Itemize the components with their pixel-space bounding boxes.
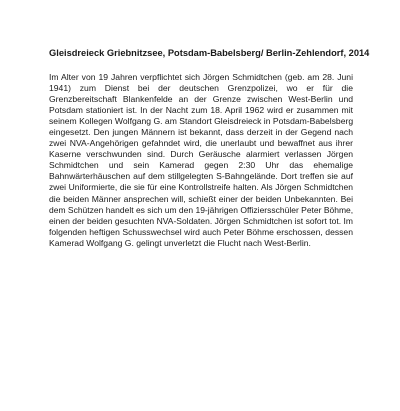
body-line: zwei Uniformierte, die sie für eine Kontrollstreife halten. Als Jörgen Schmidtchen bbox=[49, 182, 353, 193]
body-line: 1941) zum Dienst bei der deutschen Grenzpolizei, wo er für die bbox=[49, 83, 353, 94]
body-line: eingesetzt. Den jungen Männern ist bekannt, dass derzeit in der Gegend nach bbox=[49, 127, 353, 138]
body-line: Kaserne verschwunden sind. Durch Geräusche alarmiert verlassen Jörgen bbox=[49, 149, 353, 160]
body-line: die beiden Männer ansprechen will, schießt einer der beiden Unbekannten. Bei bbox=[49, 193, 353, 204]
body-line: folgenden heftigen Schusswechsel wird auch Peter Böhme erschossen, dessen bbox=[49, 226, 353, 237]
body-line: Schmidtchen und sein Kamerad gegen 2:30 Uhr das ehemalige bbox=[49, 160, 353, 171]
body-line: Potsdam stationiert ist. In der Nacht zum 18. April 1962 wird er zusammen mit bbox=[49, 105, 353, 116]
body-line: Grenzbereitschaft Blankenfelde an der Grenze zwischen West-Berlin und bbox=[49, 94, 353, 105]
body-line: Im Alter von 19 Jahren verpflichtet sich Jörgen Schmidtchen (geb. am 28. Juni bbox=[49, 72, 353, 82]
body-line: dem Schützen handelt es sich um den 19-jährigen Offiziersschüler Peter Böhme, bbox=[49, 204, 354, 215]
body-line: seinem Kollegen Wolfgang G. am Standort Gleisdreieck in Potsdam-Babelsberg bbox=[49, 116, 354, 127]
body-line: Bahnwärterhäuschen auf dem stillgelegten S-Bahngelände. Dort treffen sie auf bbox=[49, 171, 353, 182]
body-line: einen der beiden gesuchten NVA-Soldaten. Jörgen Schmidtchen ist sofort tot. Im bbox=[49, 215, 353, 226]
body-line: zwei NVA-Angehörigen gefahndet wird, die unerlaubt und bewaffnet aus ihrer bbox=[49, 138, 353, 149]
body-line: Kamerad Wolfgang G. gelingt unverletzt die Flucht nach West-Berlin. bbox=[49, 237, 311, 248]
document-body bbox=[49, 72, 353, 249]
document-heading: Gleisdreieck Griebnitzsee, Potsdam-Babelsberg/ Berlin-Zehlendorf, 2014 bbox=[49, 48, 370, 58]
